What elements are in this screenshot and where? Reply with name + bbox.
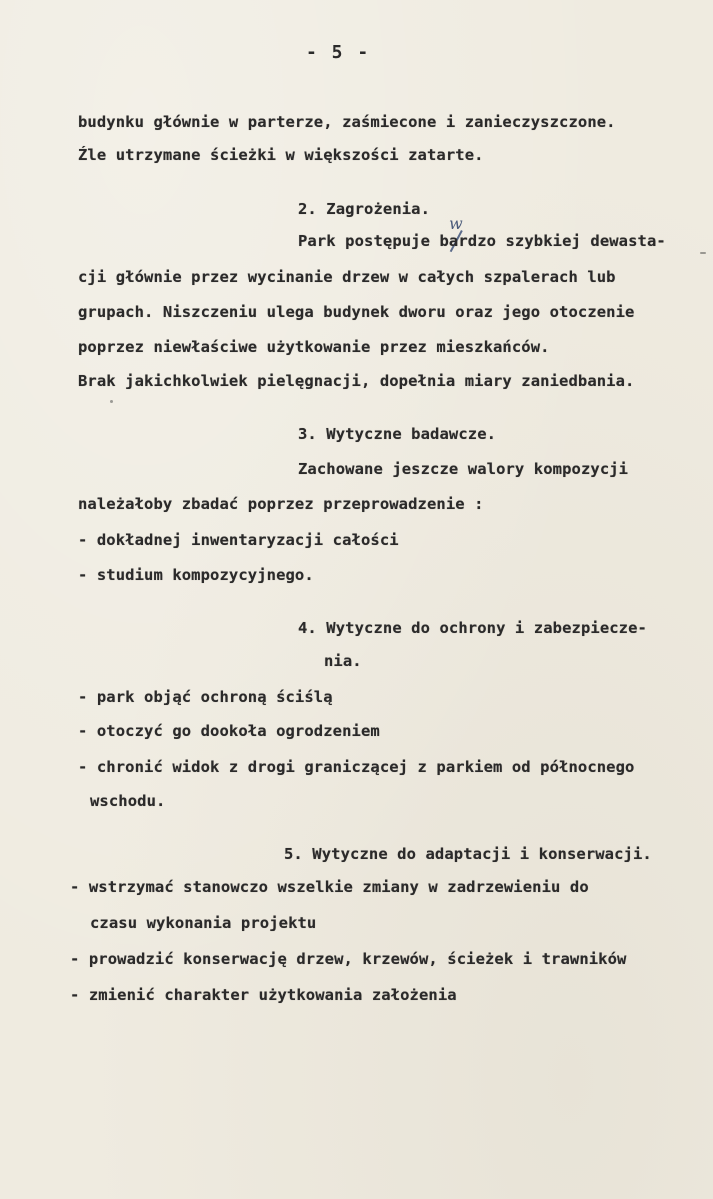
paper-speck	[700, 252, 706, 254]
section-2-line-4: poprzez niewłaściwe użytkowanie przez mieszkańców.	[78, 338, 550, 356]
section-3-line-1: Zachowane jeszcze walory kompozycji	[298, 460, 629, 478]
section-2-heading: 2. Zagrożenia.	[298, 200, 431, 218]
section-4-bullet-2: - otoczyć go dookoła ogrodzeniem	[78, 722, 380, 740]
section-3-line-2: należałoby zbadać poprzez przeprowadzenie :	[78, 495, 484, 513]
intro-line-2: Źle utrzymane ścieżki w większości zatarte.	[78, 146, 484, 164]
section-4-bullet-3: - chronić widok z drogi graniczącej z parkiem od północnego	[78, 758, 635, 776]
section-4-bullet-3-cont: wschodu.	[90, 792, 166, 810]
page-number: - 5 -	[306, 42, 371, 63]
section-5-bullet-3: - zmienić charakter użytkowania założenia	[70, 986, 457, 1004]
section-5-bullet-1-cont: czasu wykonania projektu	[90, 914, 317, 932]
section-2-line-5: Brak jakichkolwiek pielęgnacji, dopełnia miary zaniedbania.	[78, 372, 635, 390]
section-3-bullet-1: - dokładnej inwentaryzacji całości	[78, 531, 399, 549]
section-3-heading: 3. Wytyczne badawcze.	[298, 425, 497, 443]
section-5-heading: 5. Wytyczne do adaptacji i konserwacji.	[284, 845, 652, 863]
section-5-bullet-1: - wstrzymać stanowczo wszelkie zmiany w zadrzewieniu do	[70, 878, 589, 896]
section-4-heading: 4. Wytyczne do ochrony i zabezpiecze-	[298, 619, 647, 637]
section-5-bullet-2: - prowadzić konserwację drzew, krzewów, ścieżek i trawników	[70, 950, 627, 968]
section-4-bullet-1: - park objąć ochroną ściślą	[78, 688, 333, 706]
section-2-line-1: Park postępuje bardzo szybkiej dewasta-	[298, 232, 666, 250]
intro-line-1: budynku głównie w parterze, zaśmiecone i zanieczyszczone.	[78, 113, 616, 131]
section-2-line-3: grupach. Niszczeniu ulega budynek dworu oraz jego otoczenie	[78, 303, 635, 321]
paper-speck	[110, 400, 113, 403]
section-3-bullet-2: - studium kompozycyjnego.	[78, 566, 314, 584]
section-4-heading-cont: nia.	[324, 652, 362, 670]
section-2-line-2: cji głównie przez wycinanie drzew w całych szpalerach lub	[78, 268, 616, 286]
handwritten-w-annotation: w	[449, 214, 463, 233]
